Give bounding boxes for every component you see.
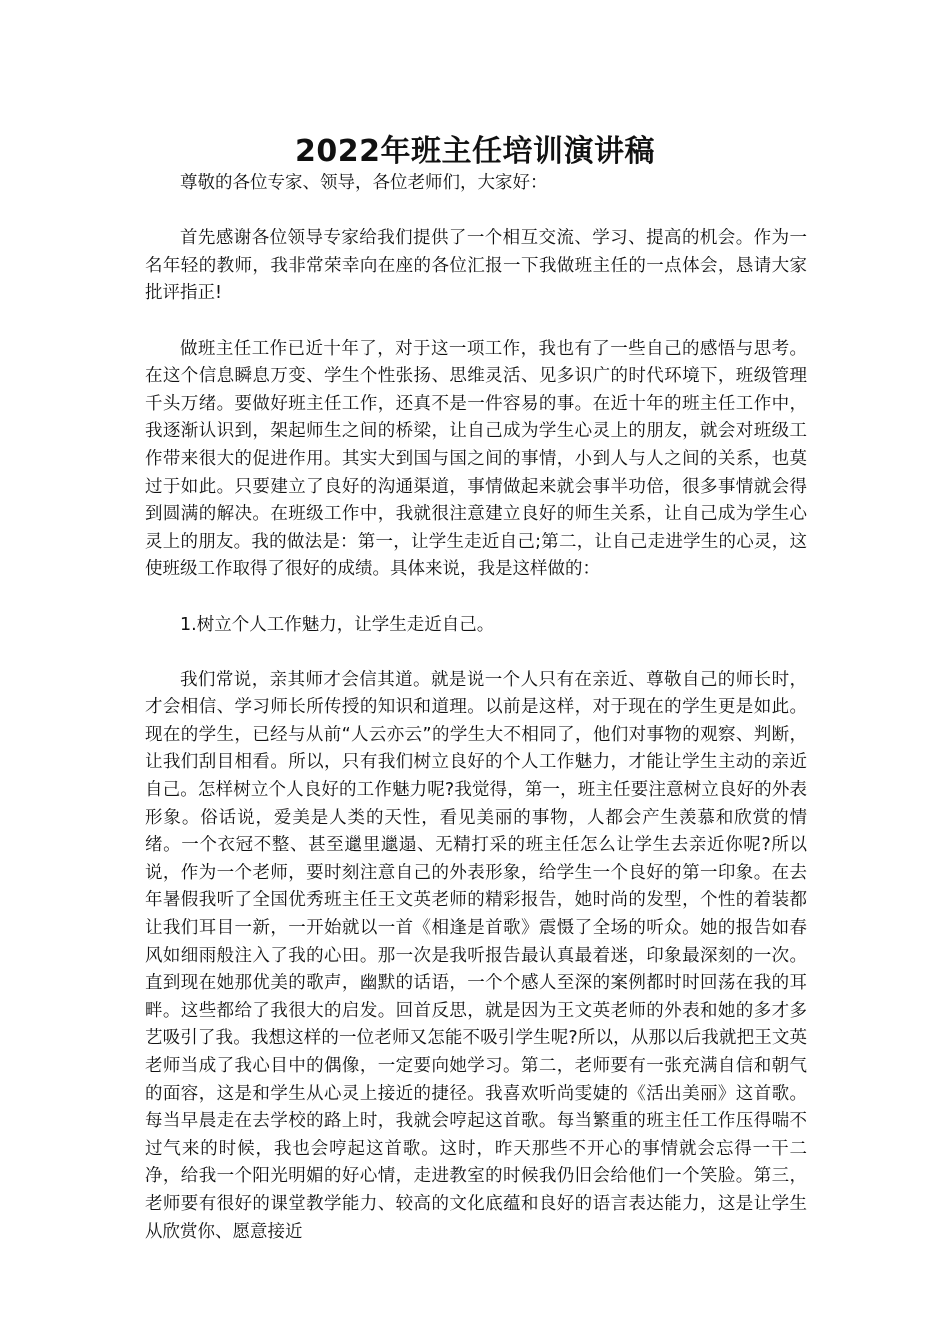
section-heading-1: 1.树立个人工作魅力，让学生走近自己。 [180, 614, 495, 635]
paragraph-intro: 首先感谢各位领导专家给我们提供了一个相互交流、学习、提高的机会。作为一名年轻的教师，我非常荣幸向在座的各位汇报一下我做班主任的一点体会，恳请大家批评指正! [145, 228, 807, 304]
document-body [145, 170, 807, 1274]
salutation: 尊敬的各位专家、领导，各位老师们，大家好： [180, 173, 548, 193]
paragraph-reflection: 做班主任工作已近十年了，对于这一项工作，我也有了一些自己的感悟与思考。在这个信息瞬息万变、学生个性张扬、思维灵活、见多识广的时代环境下，班级管理千头万绪。要做好班主任工作，还真不是一件容易的事。在近十年的班主任工作中，我逐渐认识到，架起师生之间的桥梁，让自己成为学生心灵上的朋友，就会对班级工作带来很大的促进作用。其实大到国与国之间的事情，小到人与人之间的关系，也莫过于如此。只要建立了良好的沟通渠道，事情做起来就会事半功倍，很多事情就会得到圆满的解决。在班级工作中，我就很注意建立良好的师生关系，让自己成为学生心灵上的朋友。我的做法是：第一，让学生走近自己;第二，让自己走进学生的心灵，这使班级工作取得了很好的成绩。具体来说，我是这样做的： [145, 338, 807, 580]
paragraph-charisma: 我们常说，亲其师才会信其道。就是说一个人只有在亲近、尊敬自己的师长时，才会相信、学习师长所传授的知识和道理。以前是这样，对于现在的学生更是如此。现在的学生，已经与从前“人云亦云”的学生大不相同了，他们对事物的观察、判断，让我们刮目相看。所以，只有我们树立良好的个人工作魅力，才能让学生主动的亲近自己。怎样树立个人良好的工作魅力呢?我觉得，第一，班主任要注意树立良好的外表形象。俗话说，爱美是人类的天性，看见美丽的事物，人都会产生羡慕和欣赏的情绪。一个衣冠不整、甚至邋里邋遢、无精打采的班主任怎么让学生去亲近你呢?所以说，作为一个老师，要时刻注意自己的外表形象，给学生一个良好的第一印象。在去年暑假我听了全国优秀班主任王文英老师的精彩报告，她时尚的发型，个性的着装都让我们耳目一新，一开始就以一首《相逢是首歌》震慑了全场的听众。她的报告如春风如细雨般注入了我的心田。那一次是我听报告最认真最着迷，印象最深刻的一次。直到现在她那优美的歌声，幽默的话语，一个个感人至深的案例都时时回荡在我的耳畔。这些都给了我很大的启发。回首反思，就是因为王文英老师的外表和她的多才多艺吸引了我。我想这样的一位老师又怎能不吸引学生呢?所以，从那以后我就把王文英老师当成了我心目中的偶像，一定要向她学习。第二，老师要有一张充满自信和朝气的面容，这是和学生从心灵上接近的捷径。我喜欢听尚雯婕的《活出美丽》这首歌。每当早晨走在去学校的路上时，我就会哼起这首歌。每当繁重的班主任工作压得喘不过气来的时候，我也会哼起这首歌。这时，昨天那些不开心的事情就会忘得一干二净，给我一个阳光明媚的好心情，走进教室的时候我仍旧会给他们一个笑脸。第三，老师要有很好的课堂教学能力、较高的文化底蕴和良好的语言表达能力，这是让学生从欣赏你、愿意接近 [145, 669, 807, 1242]
document-title: 2022年班主任培训演讲稿 [295, 134, 655, 169]
